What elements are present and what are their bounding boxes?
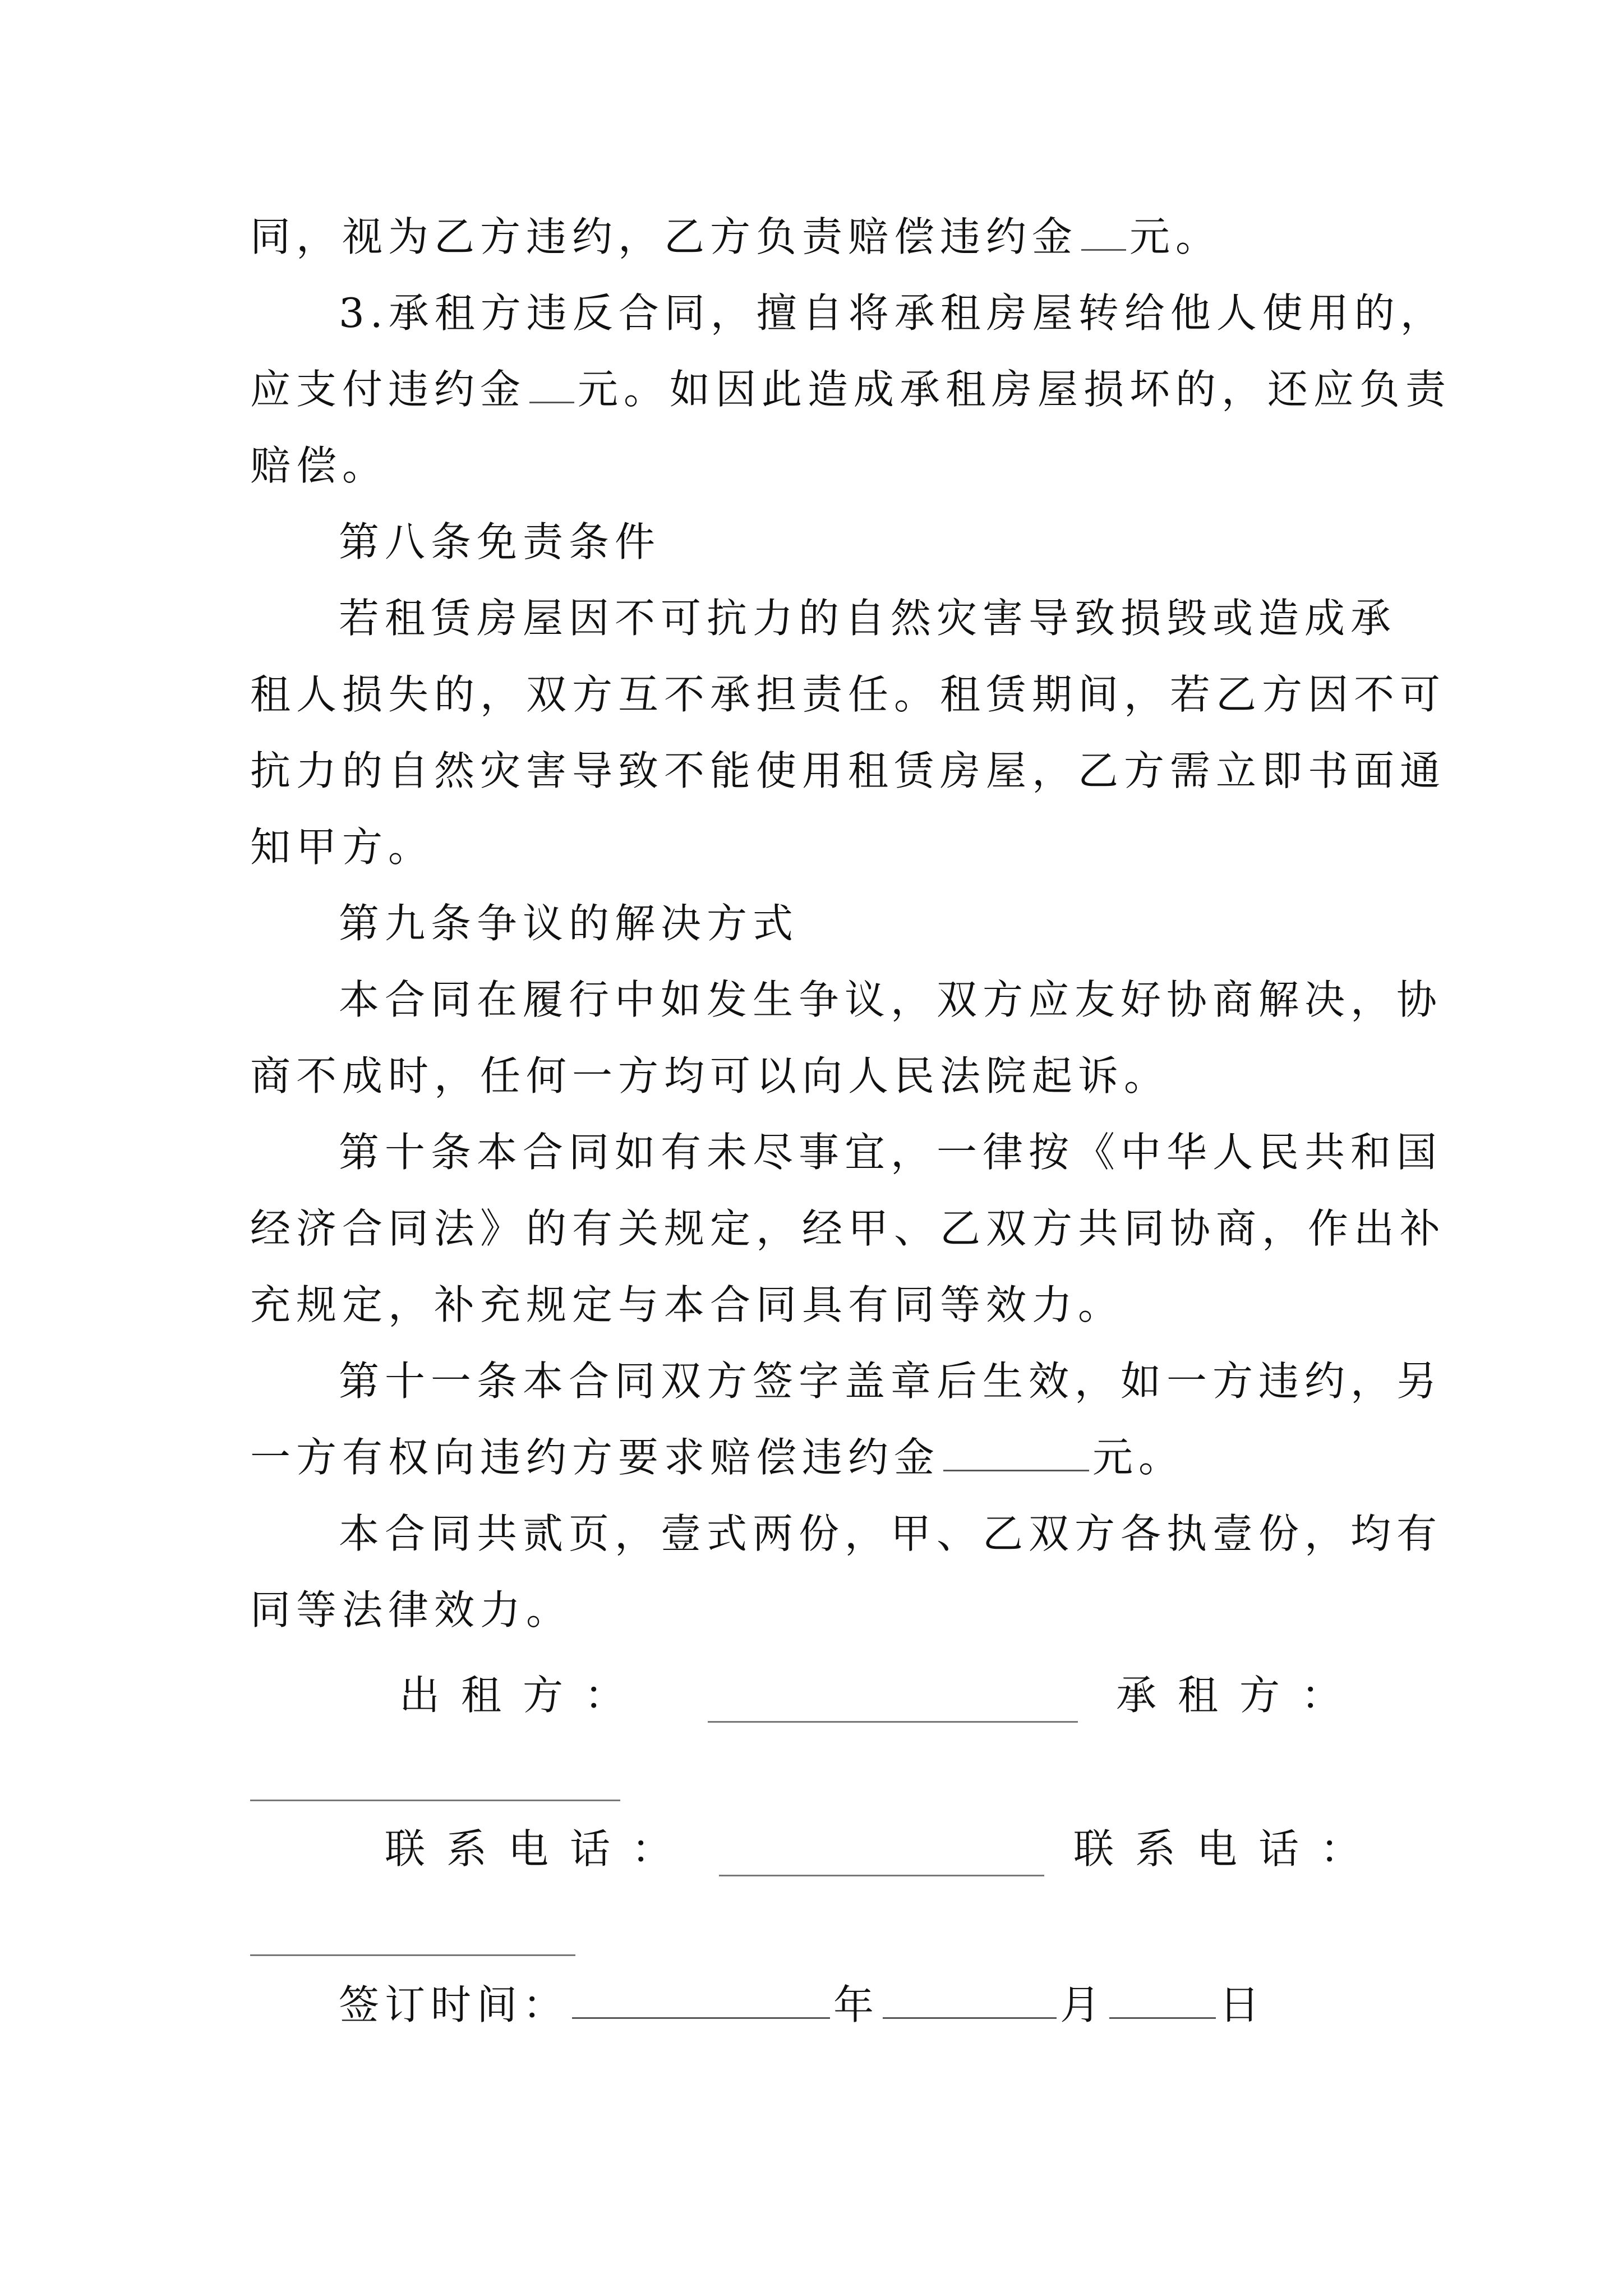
phone-label-left: 联系电话： [385,1825,694,1872]
article-heading: 第九条争议的解决方式 [339,900,799,947]
day-blank [1109,1986,1216,2019]
signing-date [339,1977,1265,2033]
blank-field [943,1438,1089,1471]
text-line: 租人损失的，双方互不承担责任。租赁期间，若乙方因不可 [250,671,1446,718]
lessor-label: 出租方： [399,1672,647,1719]
text-line: 同等法律效力。 [250,1586,573,1634]
text-line: 3.承租方违反合同，擅自将承租房屋转给他人使用的， [339,289,1446,337]
date-label: 签订时间： [339,1981,569,2028]
lessor-signature-line [708,1721,1078,1723]
text-line: 应支付违约金 元。如因此造成承租房屋损坏的，还应负责 [250,366,1452,413]
text-line: 一方有权向违约方要求赔偿违约金 元。 [250,1434,1185,1481]
text-line: 第十一条本合同双方签字盖章后生效，如一方违约，另 [339,1358,1443,1405]
year-label: 年 [833,1981,880,2028]
month-blank [883,1986,1057,2019]
text-line: 第十条本合同如有未尽事宜，一律按《中华人民共和国 [339,1129,1443,1176]
blank-field [529,370,574,403]
text-line: 赔偿。 [250,442,389,489]
text-line: 充规定，补充规定与本合同具有同等效力。 [250,1281,1124,1328]
phone-line-right [250,1954,575,1956]
text-line: 若租赁房屋因不可抗力的自然灾害导致损毁或造成承 [339,595,1397,642]
blank-field [1081,218,1126,251]
day-label: 日 [1219,1981,1266,2028]
text-line: 本合同共贰页，壹式两份，甲、乙双方各执壹份，均有 [339,1510,1443,1557]
text-line: 本合同在履行中如发生争议，双方应友好协商解决，协 [339,976,1443,1023]
text-line: 抗力的自然灾害导致不能使用租赁房屋，乙方需立即书面通 [250,747,1446,794]
text-line: 经济合同法》的有关规定，经甲、乙双方共同协商，作出补 [250,1205,1446,1252]
text-line: 商不成时，任何一方均可以向人民法院起诉。 [250,1052,1170,1099]
article-heading: 第八条免责条件 [339,518,661,565]
phone-line-left [719,1875,1044,1876]
lessee-label: 承租方： [1116,1672,1363,1719]
phone-label-right: 联系电话： [1073,1825,1382,1872]
text-line: 同，视为乙方违约，乙方负责赔偿违约金 元。 [250,213,1222,260]
month-label: 月 [1060,1981,1106,2028]
text-line: 知甲方。 [250,823,435,871]
lessee-signature-line [250,1800,620,1801]
year-blank [572,1986,830,2019]
